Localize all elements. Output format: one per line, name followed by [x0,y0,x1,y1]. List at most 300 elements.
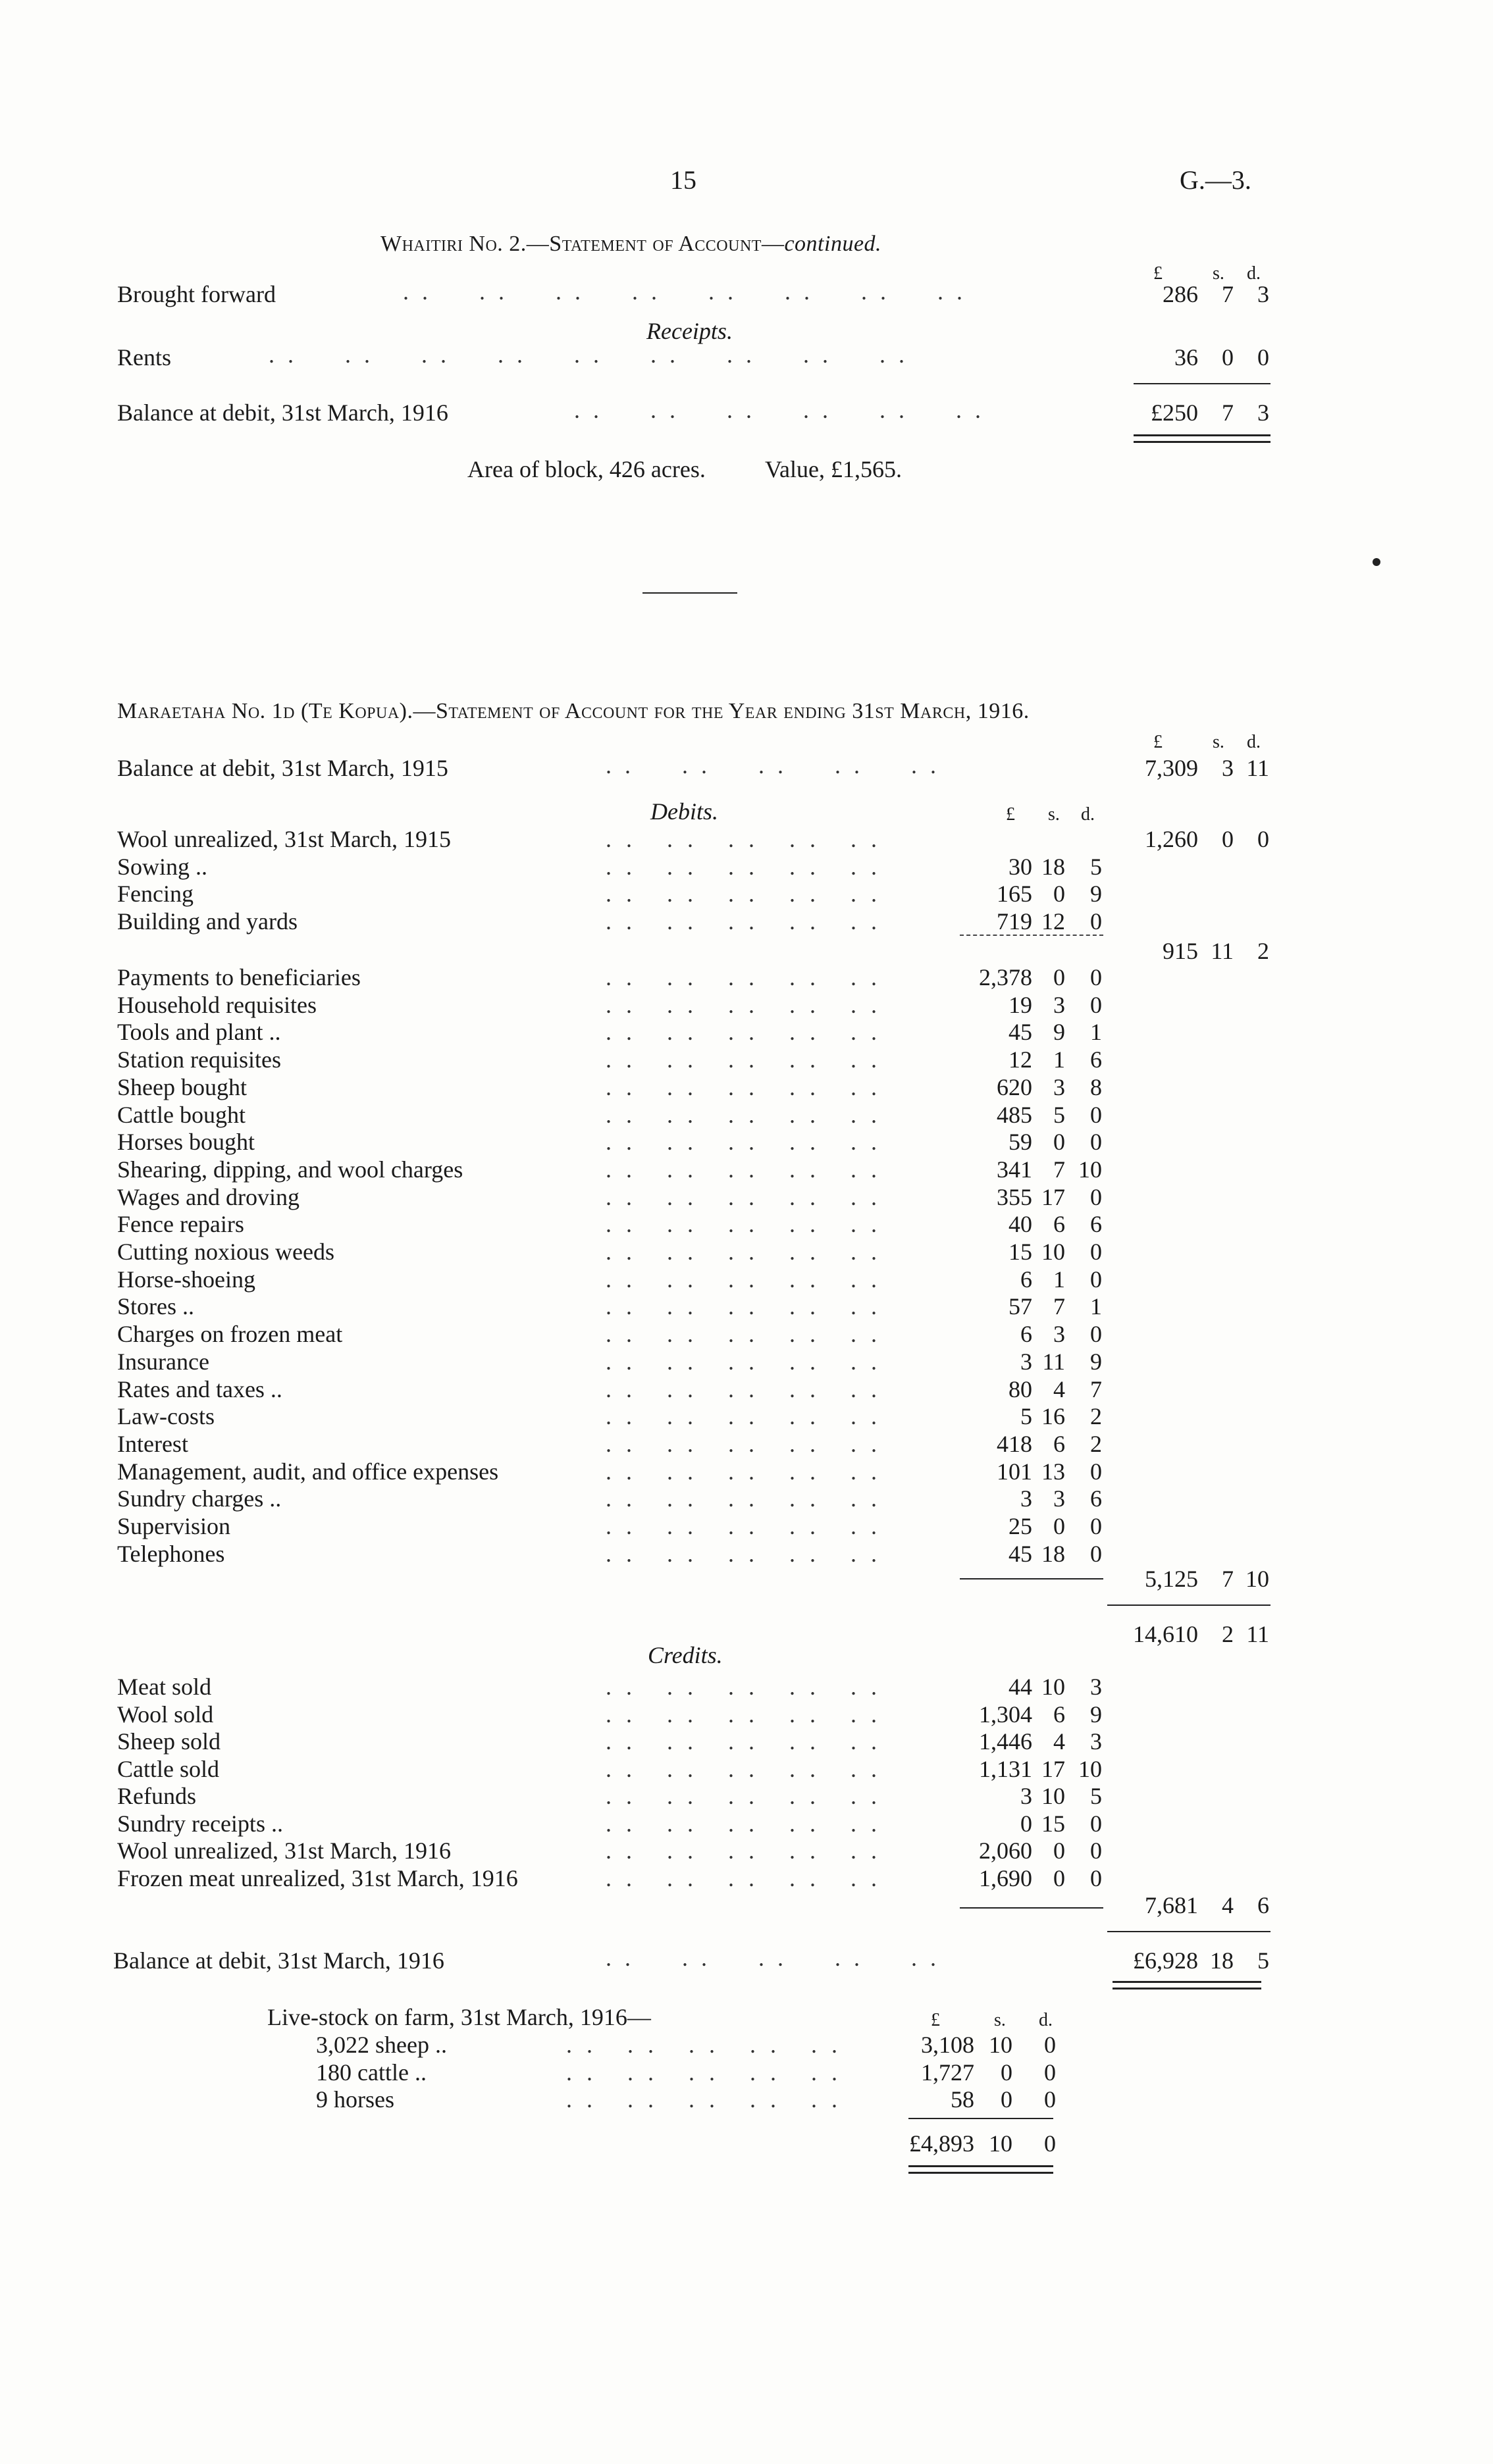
leader-dots: .. .. .. .. .. [606,1701,891,1728]
debit-row-label: Sheep bought [117,1073,247,1100]
debit-row-pence: 0 [1090,1513,1102,1539]
leader-dots: .. .. .. .. .. .. .. .. [403,278,976,305]
debit-row-pounds: 719 [997,908,1032,935]
credit-row-label: Wool unrealized, 31st March, 1916 [117,1837,451,1864]
debit-row [0,1073,1493,1101]
leader-dots: .. .. .. .. .. [606,1513,891,1539]
debit-row-shillings: 3 [1053,1485,1065,1512]
leader-dots: .. .. .. .. .. [606,1129,891,1156]
leader-dots: .. .. .. .. .. [606,908,891,935]
leader-dots: .. .. .. .. .. [606,1403,891,1430]
livestock-row-label: 9 horses [316,2086,394,2113]
credit-row-label: Sheep sold [117,1728,221,1755]
closing-double-rule-top [1113,1981,1261,1983]
leader-dots: .. .. .. .. .. [566,2032,852,2058]
debit-row-pence: 0 [1090,1129,1102,1156]
credit-row-pence: 9 [1090,1701,1102,1728]
debit-row-pence: 5 [1090,853,1102,880]
debit-row [0,1101,1493,1129]
debit-row [0,1485,1493,1512]
credit-row [0,1837,1493,1864]
debit-row-pounds: 19 [1008,991,1032,1018]
debit-row [0,1128,1493,1156]
leader-dots: .. .. .. .. .. [606,1073,891,1100]
rents-shillings: 0 [1222,344,1234,371]
debit-row-pounds: 25 [1008,1513,1032,1539]
credit-row [0,1755,1493,1783]
debit-row-shillings: 0 [1053,964,1065,990]
debits-total-pence: 11 [1246,1621,1269,1647]
area-note: Area of block, 426 acres. [467,456,706,482]
group2-subtotal-rule [960,1578,1103,1579]
brought-forward-label: Brought forward [117,281,276,307]
debit-row-shillings: 0 [1053,1513,1065,1539]
debit-row-shillings: 0 [1053,1129,1065,1156]
livestock-row-pence: 0 [1044,2086,1056,2113]
credit-row [0,1782,1493,1810]
closing-balance-pence: 5 [1257,1947,1269,1974]
debit-row [0,1266,1493,1293]
livestock-row-pounds: 1,727 [921,2059,974,2086]
maraetaha-title-statement: —Statement of Account for the Year ending 31st March, 1916. [413,699,1030,723]
receipts-heading: Receipts. [646,318,733,344]
livestock-row-pence: 0 [1044,2059,1056,2086]
debits-total-rule [1107,1604,1270,1606]
leader-dots: .. .. .. .. .. [606,1348,891,1375]
debit-row-pounds: 57 [1008,1293,1032,1320]
debit-row-pence: 0 [1090,1458,1102,1485]
debit-row-pounds: 6 [1020,1266,1032,1293]
whaitiri-title-continued: continued. [784,232,882,256]
credit-row-pence: 0 [1090,1837,1102,1864]
opening-balance-label: Balance at debit, 31st March, 1915 [117,755,448,781]
brought-forward-shillings: 7 [1222,281,1234,307]
leader-dots: .. .. .. .. .. [606,1837,891,1864]
debits-heading: Debits. [650,798,718,825]
closing-balance-shillings: 18 [1210,1947,1234,1974]
debit-row-label: Charges on frozen meat [117,1321,343,1348]
group2-total-shillings: 7 [1222,1566,1234,1592]
debit-row-pounds: 45 [1008,1540,1032,1567]
leader-dots: .. .. .. .. .. [606,1485,891,1512]
debit-row-label: Telephones [117,1540,225,1567]
debit-row-pence: 7 [1090,1375,1102,1402]
livestock-row-pence: 0 [1044,2032,1056,2058]
credit-row-shillings: 17 [1041,1755,1065,1782]
debit-row-pence: 8 [1090,1073,1102,1100]
debit-row-pounds: 45 [1008,1019,1032,1046]
leader-dots: .. .. .. .. .. [606,1864,891,1891]
whaitiri-title-name: Whaitiri No. 2. [380,232,527,256]
debit-row-shillings: 11 [1042,1348,1065,1375]
leader-dots: .. .. .. .. .. [606,1156,891,1183]
livestock-row [0,2086,1493,2113]
leader-dots: .. .. .. .. .. [606,991,891,1018]
debit-row-shillings: 3 [1053,1321,1065,1348]
debit-row [0,1046,1493,1073]
credit-row-pounds: 1,131 [979,1755,1032,1782]
debits-pound-header: £ [1006,804,1015,825]
livestock-total-pence: 0 [1044,2130,1056,2157]
credit-row-pounds: 3 [1020,1783,1032,1809]
debit-row [0,1458,1493,1485]
debit-row [0,1512,1493,1540]
debit-row-pounds: 15 [1008,1239,1032,1265]
leader-dots: .. .. .. .. .. [606,1183,891,1210]
whaitiri-pence-header: d. [1247,263,1261,284]
debit-row-pence: 0 [1090,1101,1102,1128]
livestock-shilling-header: s. [994,2010,1006,2030]
leader-dots: .. .. .. .. .. [606,1239,891,1265]
debit-row [0,1156,1493,1183]
debit-row-pounds: 80 [1008,1375,1032,1402]
debit-row-pounds: 101 [997,1458,1032,1485]
credits-total-pounds: 7,681 [1145,1892,1198,1918]
debit-row-shillings: 5 [1053,1101,1065,1128]
debit-row-pence: 0 [1090,991,1102,1018]
livestock-row [0,2059,1493,2086]
debit-row-label: Stores .. [117,1293,194,1320]
debit-row-pence: 9 [1090,1348,1102,1375]
debit-row-shillings: 0 [1053,881,1065,907]
debit-row [0,1540,1493,1568]
debit-row-pence: 1 [1090,1293,1102,1320]
rents-pounds: 36 [1174,344,1198,371]
debit-row [0,908,1493,935]
whaitiri-balance-label: Balance at debit, 31st March, 1916 [117,399,448,426]
debits-total-shillings: 2 [1222,1621,1234,1647]
credit-row-label: Sundry receipts .. [117,1810,283,1837]
debit-row-shillings: 3 [1053,1073,1065,1100]
debit-row [0,1238,1493,1266]
credit-row-pounds: 0 [1020,1810,1032,1837]
debit-row-pounds: 6 [1020,1321,1032,1348]
maraetaha-pound-header: £ [1153,732,1163,752]
debit-row-pounds: 5 [1020,1403,1032,1430]
debit-row-pounds: 355 [997,1183,1032,1210]
group1-subtotal-rule [960,935,1103,936]
livestock-heading: Live-stock on farm, 31st March, 1916— [267,2004,651,2030]
credit-row-pence: 3 [1090,1674,1102,1700]
debit-row-pence: 6 [1090,1485,1102,1512]
debit-row-shillings: 7 [1053,1293,1065,1320]
debit-row [0,1430,1493,1458]
debit-row-shillings: 12 [1041,908,1065,935]
debit-row-pounds: 418 [997,1430,1032,1457]
credit-row-shillings: 4 [1053,1728,1065,1755]
credit-row-shillings: 10 [1041,1674,1065,1700]
leader-dots: .. .. .. .. .. [606,826,891,852]
maraetaha-title-name: Maraetaha No. 1d (Te Kopua). [117,699,413,723]
debit-row [0,1210,1493,1238]
leader-dots: .. .. .. .. .. [606,752,949,779]
group1-total-pence: 2 [1257,938,1269,964]
credit-row-pounds: 1,446 [979,1728,1032,1755]
leader-dots: .. .. .. .. .. [606,881,891,907]
debits-shilling-header: s. [1048,804,1060,825]
debit-row [0,1320,1493,1348]
debit-row-pence: 2 [1090,1430,1102,1457]
debit-row-label: Tools and plant .. [117,1019,281,1046]
debit-row-pence: 10 [1078,1156,1102,1183]
closing-double-rule-bottom [1113,1988,1261,1989]
credit-row-pence: 0 [1090,1864,1102,1891]
livestock-total-pounds: £4,893 [909,2130,974,2157]
leader-dots: .. .. .. .. .. [606,1540,891,1567]
debit-row-shillings: 1 [1053,1266,1065,1293]
debits-total-pounds: 14,610 [1133,1621,1198,1647]
leader-dots: .. .. .. .. .. [606,1728,891,1755]
leader-dots: .. .. .. .. .. [606,1755,891,1782]
document-reference: G.—3. [1180,165,1251,195]
double-rule-top [1134,434,1270,436]
debit-row-shillings: 6 [1053,1211,1065,1238]
debit-row-pence: 9 [1090,881,1102,907]
debit-row-pence: 1 [1090,1019,1102,1046]
debit-row-shillings: 1 [1053,1046,1065,1073]
rents-pence: 0 [1257,344,1269,371]
double-rule-bottom [1134,441,1270,443]
debit-row-pounds: 2,378 [979,964,1032,990]
debit-row-label: Sundry charges .. [117,1485,282,1512]
leader-dots: .. .. .. .. .. [606,1810,891,1837]
maraetaha-title [117,699,1030,724]
whaitiri-balance-pence: 3 [1257,399,1269,426]
maraetaha-pence-header: d. [1247,732,1261,752]
group1-total-pounds: 915 [1163,938,1198,964]
leader-dots: .. .. .. .. .. [606,1458,891,1485]
debit-row-pounds: 620 [997,1073,1032,1100]
debit-row-label: Supervision [117,1513,231,1539]
debit-row-pounds: 3 [1020,1485,1032,1512]
debit-row-pence: 0 [1090,1239,1102,1265]
debit-row-pounds: 40 [1008,1211,1032,1238]
leader-dots: .. .. .. .. .. [606,1293,891,1320]
credit-row [0,1864,1493,1892]
debit-row-shillings: 9 [1053,1019,1065,1046]
leader-dots: .. .. .. .. .. [606,1674,891,1700]
rents-label: Rents [117,344,172,371]
livestock-pence-header: d. [1039,2010,1053,2030]
credit-row-label: Frozen meat unrealized, 31st March, 1916 [117,1864,518,1891]
credit-row-pence: 10 [1078,1755,1102,1782]
debit-row-pence: 0 [1090,1183,1102,1210]
wool-unrealized-1915-shillings: 0 [1222,826,1234,852]
debit-row-label: Horses bought [117,1129,255,1156]
leader-dots: .. .. .. .. .. [606,1945,949,1971]
credit-row-pounds: 2,060 [979,1837,1032,1864]
debit-row-shillings: 16 [1041,1403,1065,1430]
debit-row [0,963,1493,991]
leader-dots: .. .. .. .. .. [606,1430,891,1457]
debit-row-label: Horse-shoeing [117,1266,255,1293]
credit-row [0,1810,1493,1837]
credit-row-shillings: 10 [1041,1783,1065,1809]
debit-row-label: Wages and droving [117,1183,300,1210]
subtotal-rule [1134,383,1270,384]
debit-row-pence: 0 [1090,908,1102,935]
credit-row-pence: 5 [1090,1783,1102,1809]
credit-row [0,1701,1493,1728]
livestock-pound-header: £ [931,2010,940,2030]
debit-row-pence: 0 [1090,1321,1102,1348]
leader-dots: .. .. .. .. .. .. .. .. .. [269,342,918,368]
leader-dots: .. .. .. .. .. [606,1375,891,1402]
debits-pence-header: d. [1081,804,1095,825]
opening-balance-pence: 11 [1246,755,1269,781]
brought-forward-pence: 3 [1257,281,1269,307]
debit-row-pence: 6 [1090,1046,1102,1073]
credit-row-pounds: 44 [1008,1674,1032,1700]
livestock-row-pounds: 3,108 [921,2032,974,2058]
debit-row-label: Law-costs [117,1403,215,1430]
credits-heading: Credits. [648,1642,723,1668]
debit-row-shillings: 4 [1053,1375,1065,1402]
whaitiri-pound-header: £ [1153,263,1163,284]
stray-mark [1373,558,1380,566]
credit-row-label: Wool sold [117,1701,214,1728]
debit-row-shillings: 18 [1041,1540,1065,1567]
debit-row [0,1183,1493,1211]
debit-row-pounds: 59 [1008,1129,1032,1156]
leader-dots: .. .. .. .. .. [606,964,891,990]
debit-row-pounds: 12 [1008,1046,1032,1073]
leader-dots: .. .. .. .. .. [606,1783,891,1809]
debit-row [0,1293,1493,1320]
debit-row-pounds: 485 [997,1101,1032,1128]
livestock-double-rule-bottom [908,2172,1053,2174]
debit-row-pence: 6 [1090,1211,1102,1238]
debit-row-pounds: 165 [997,881,1032,907]
credit-row [0,1673,1493,1701]
debit-row-shillings: 3 [1053,991,1065,1018]
opening-balance-shillings: 3 [1222,755,1234,781]
debit-row-shillings: 13 [1041,1458,1065,1485]
closing-rule [1107,1931,1270,1932]
debit-row-pence: 2 [1090,1403,1102,1430]
debit-row-label: Cattle bought [117,1101,246,1128]
livestock-row-shillings: 0 [1001,2059,1012,2086]
livestock-row [0,2031,1493,2059]
livestock-row-label: 180 cattle .. [316,2059,427,2086]
debit-row-label: Interest [117,1430,188,1457]
whaitiri-title [380,232,881,257]
credit-row-pounds: 1,690 [979,1864,1032,1891]
debit-row-label: Fence repairs [117,1211,244,1238]
whaitiri-shilling-header: s. [1213,263,1224,284]
credit-row-label: Refunds [117,1783,196,1809]
credit-row-label: Cattle sold [117,1755,219,1782]
debit-row [0,991,1493,1019]
credit-row-label: Meat sold [117,1674,211,1700]
debit-row-shillings: 17 [1041,1183,1065,1210]
debit-row-label: Fencing [117,881,194,907]
group2-total-pence: 10 [1245,1566,1269,1592]
leader-dots: .. .. .. .. .. .. [574,397,994,423]
brought-forward-pounds: 286 [1163,281,1198,307]
debit-row-label: Cutting noxious weeds [117,1239,334,1265]
credit-row-pounds: 1,304 [979,1701,1032,1728]
livestock-row-label: 3,022 sheep .. [316,2032,447,2058]
leader-dots: .. .. .. .. .. [606,1211,891,1238]
debit-row [0,1348,1493,1375]
credit-row-shillings: 0 [1053,1837,1065,1864]
credits-total-pence: 6 [1257,1892,1269,1918]
group1-total-shillings: 11 [1211,938,1234,964]
debit-row-shillings: 6 [1053,1430,1065,1457]
credit-row-shillings: 0 [1053,1864,1065,1891]
debit-row-pence: 0 [1090,964,1102,990]
maraetaha-shilling-header: s. [1213,732,1224,752]
debit-row-label: Sowing .. [117,853,208,880]
whaitiri-balance-shillings: 7 [1222,399,1234,426]
whaitiri-title-statement: —Statement of Account— [526,232,785,256]
debit-row-label: Household requisites [117,991,317,1018]
debit-row-label: Management, audit, and office expenses [117,1458,499,1485]
whaitiri-balance-pounds: £250 [1151,399,1198,426]
debit-row [0,1402,1493,1430]
closing-balance-label: Balance at debit, 31st March, 1916 [113,1947,444,1974]
debit-row-label: Station requisites [117,1046,281,1073]
credit-row-pence: 3 [1090,1728,1102,1755]
livestock-total-shillings: 10 [989,2130,1012,2157]
leader-dots: .. .. .. .. .. [606,1046,891,1073]
group2-total-pounds: 5,125 [1145,1566,1198,1592]
debit-row-label: Payments to beneficiaries [117,964,361,990]
leader-dots: .. .. .. .. .. [566,2059,852,2086]
debit-row [0,1375,1493,1403]
livestock-double-rule-top [908,2165,1053,2167]
debit-row [0,880,1493,908]
livestock-total-rule [908,2118,1053,2119]
value-note: Value, £1,565. [765,456,902,482]
leader-dots: .. .. .. .. .. [566,2086,852,2113]
credit-row-shillings: 15 [1041,1810,1065,1837]
debit-row-label: Rates and taxes .. [117,1375,282,1402]
credit-row-pence: 0 [1090,1810,1102,1837]
leader-dots: .. .. .. .. .. [606,1101,891,1128]
debit-row-shillings: 18 [1041,853,1065,880]
opening-balance-pounds: 7,309 [1145,755,1198,781]
livestock-row-shillings: 10 [989,2032,1012,2058]
debit-row-pence: 0 [1090,1540,1102,1567]
debit-row-label: Wool unrealized, 31st March, 1915 [117,826,451,852]
wool-unrealized-1915-pounds: 1,260 [1145,826,1198,852]
section-divider [642,592,737,594]
leader-dots: .. .. .. .. .. [606,853,891,880]
debit-row-label: Shearing, dipping, and wool charges [117,1156,463,1183]
wool-unrealized-1915-pence: 0 [1257,826,1269,852]
debit-row [0,853,1493,881]
debit-row-shillings: 10 [1041,1239,1065,1265]
credits-total-shillings: 4 [1222,1892,1234,1918]
credits-subtotal-rule [960,1907,1103,1909]
livestock-row-pounds: 58 [951,2086,974,2113]
debit-row-pounds: 341 [997,1156,1032,1183]
debit-row-shillings: 7 [1053,1156,1065,1183]
credit-row-shillings: 6 [1053,1701,1065,1728]
livestock-row-shillings: 0 [1001,2086,1012,2113]
debit-row [0,1018,1493,1046]
credit-row [0,1728,1493,1755]
leader-dots: .. .. .. .. .. [606,1266,891,1293]
debit-row-pence: 0 [1090,1266,1102,1293]
debit-row-pounds: 3 [1020,1348,1032,1375]
closing-balance-pounds: £6,928 [1133,1947,1198,1974]
page-number: 15 [670,165,696,195]
leader-dots: .. .. .. .. .. [606,1321,891,1348]
debit-row-label: Building and yards [117,908,298,935]
